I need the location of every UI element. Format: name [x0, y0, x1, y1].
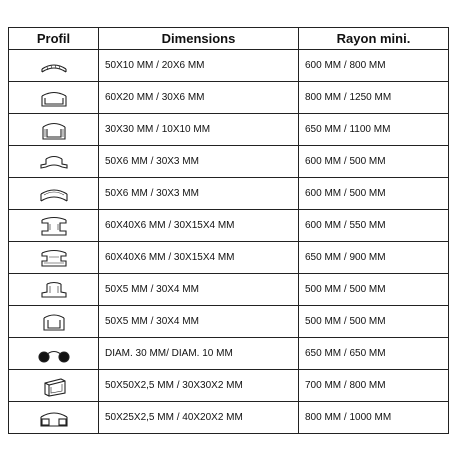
- dimensions-cell: 50X5 MM / 30X4 MM: [99, 274, 299, 306]
- radius-cell: 800 MM / 1250 MM: [299, 82, 449, 114]
- radius-cell: 600 MM / 500 MM: [299, 178, 449, 210]
- profile-cell: [9, 146, 99, 178]
- dimensions-cell: 50X6 MM / 30X3 MM: [99, 178, 299, 210]
- table-row: [9, 146, 449, 178]
- angle-flange-arc-icon: [39, 279, 69, 301]
- table-row: [9, 370, 449, 402]
- header-row: [9, 28, 449, 50]
- rect-tube-arc-icon: [38, 408, 70, 428]
- table-row: [9, 338, 449, 370]
- t-profile-wide-arc-icon: [39, 247, 69, 269]
- header-radius: Rayon mini.: [299, 28, 449, 50]
- dimensions-cell: 50X6 MM / 30X3 MM: [99, 146, 299, 178]
- profile-cell: [9, 210, 99, 242]
- flanged-arc-icon: [38, 152, 70, 172]
- profile-cell: [9, 114, 99, 146]
- radius-cell: 600 MM / 500 MM: [299, 146, 449, 178]
- round-bar-arc-icon: [36, 344, 72, 364]
- table-row: [9, 178, 449, 210]
- profile-cell: [9, 242, 99, 274]
- dimensions-cell: 50X50X2,5 MM / 30X30X2 MM: [99, 370, 299, 402]
- dimensions-cell: 30X30 MM / 10X10 MM: [99, 114, 299, 146]
- t-profile-arc-icon: [39, 214, 69, 238]
- table-row: [9, 242, 449, 274]
- table-row: [9, 306, 449, 338]
- square-tube-icon: [39, 375, 69, 397]
- dimensions-cell: 50X10 MM / 20X6 MM: [99, 50, 299, 82]
- table-row: [9, 274, 449, 306]
- profile-cell: [9, 178, 99, 210]
- profile-cell: [9, 82, 99, 114]
- dimensions-cell: 50X5 MM / 30X4 MM: [99, 306, 299, 338]
- header-profile: Profil: [9, 28, 99, 50]
- radius-cell: 650 MM / 1100 MM: [299, 114, 449, 146]
- profiles-table: [8, 27, 449, 434]
- profile-cell: [9, 402, 99, 434]
- table-row: [9, 114, 449, 146]
- table-row: [9, 50, 449, 82]
- radius-cell: 500 MM / 500 MM: [299, 274, 449, 306]
- dimensions-cell: 60X20 MM / 30X6 MM: [99, 82, 299, 114]
- dimensions-cell: 50X25X2,5 MM / 40X20X2 MM: [99, 402, 299, 434]
- radius-cell: 650 MM / 650 MM: [299, 338, 449, 370]
- dimensions-cell: 60X40X6 MM / 30X15X4 MM: [99, 210, 299, 242]
- radius-cell: 700 MM / 800 MM: [299, 370, 449, 402]
- flat-band-arc-icon: [39, 59, 69, 73]
- profile-cell: [9, 50, 99, 82]
- profile-cell: [9, 306, 99, 338]
- radius-cell: 650 MM / 900 MM: [299, 242, 449, 274]
- profile-cell: [9, 370, 99, 402]
- radius-cell: 600 MM / 800 MM: [299, 50, 449, 82]
- table-row: [9, 82, 449, 114]
- radius-cell: 600 MM / 550 MM: [299, 210, 449, 242]
- profile-cell: [9, 274, 99, 306]
- header-dimensions: Dimensions: [99, 28, 299, 50]
- dimensions-cell: DIAM. 30 MM/ DIAM. 10 MM: [99, 338, 299, 370]
- rect-channel-arc-icon: [39, 88, 69, 108]
- dimensions-cell: 60X40X6 MM / 30X15X4 MM: [99, 242, 299, 274]
- table-row: [9, 402, 449, 434]
- radius-cell: 800 MM / 1000 MM: [299, 402, 449, 434]
- radius-cell: 500 MM / 500 MM: [299, 306, 449, 338]
- angle-plain-arc-icon: [39, 311, 69, 333]
- profile-cell: [9, 338, 99, 370]
- tall-channel-arc-icon: [39, 119, 69, 141]
- curved-band-arc-icon: [38, 185, 70, 203]
- table-row: [9, 210, 449, 242]
